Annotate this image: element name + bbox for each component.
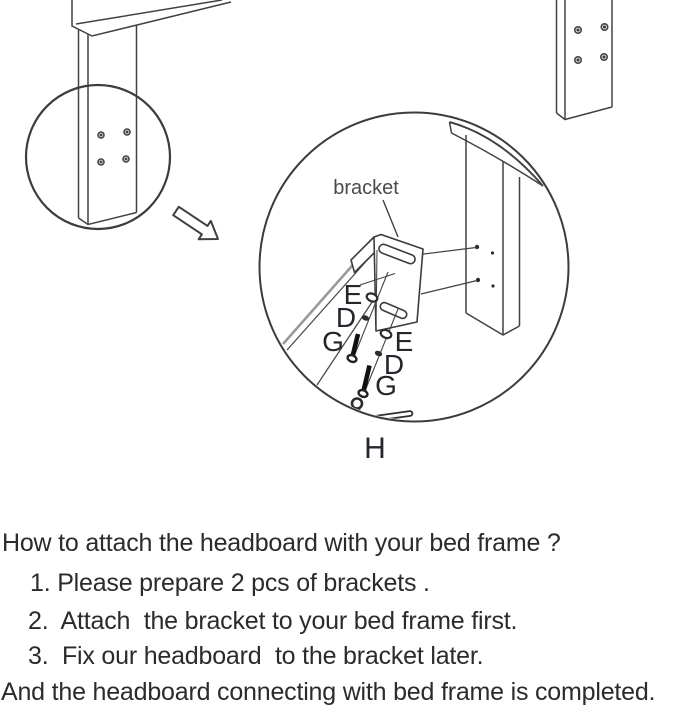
instructions-heading: How to attach the headboard with your bed frame ? <box>2 529 561 557</box>
allen-key-ring <box>352 399 362 409</box>
magnified-detail-view <box>283 122 543 433</box>
bolt-G2-head <box>358 389 369 398</box>
frame-leg-screw-holes <box>575 24 608 63</box>
leg-screw-holes <box>98 129 130 165</box>
instruction-step-1: 1. Please prepare 2 pcs of brackets . <box>30 569 430 597</box>
headboard-corner-drawing <box>72 0 231 225</box>
instruction-step-2: 2. Attach the bracket to your bed frame first. <box>28 607 518 635</box>
washer-E2 <box>379 328 392 339</box>
bolt-G1-shaft <box>353 334 359 357</box>
bolt-G1-head <box>347 354 358 363</box>
label-D1: D <box>335 302 357 333</box>
headboard-leg-magnified <box>450 122 544 335</box>
bolt-G2-shaft <box>364 366 370 392</box>
label-G1: G <box>322 326 344 357</box>
bracket-callout-line <box>383 200 398 237</box>
bracket-alignment-lines <box>416 248 477 295</box>
bed-frame-rail <box>283 250 386 385</box>
label-H: H <box>364 432 386 465</box>
instruction-step-3: 3. Fix our headboard to the bracket later. <box>28 642 484 670</box>
label-E2: E <box>394 326 414 357</box>
magnified-screw-holes <box>475 245 495 288</box>
label-G2: G <box>375 370 397 401</box>
bed-frame-leg-drawing <box>557 0 613 120</box>
bracket-label: bracket <box>333 177 399 199</box>
zoom-arrow-icon <box>173 207 218 240</box>
label-E1: E <box>343 279 363 310</box>
magnifier-small-circle <box>26 85 170 229</box>
instructions-footer: And the headboard connecting with bed frame is completed. <box>1 678 656 706</box>
label-D2: D <box>383 349 405 380</box>
